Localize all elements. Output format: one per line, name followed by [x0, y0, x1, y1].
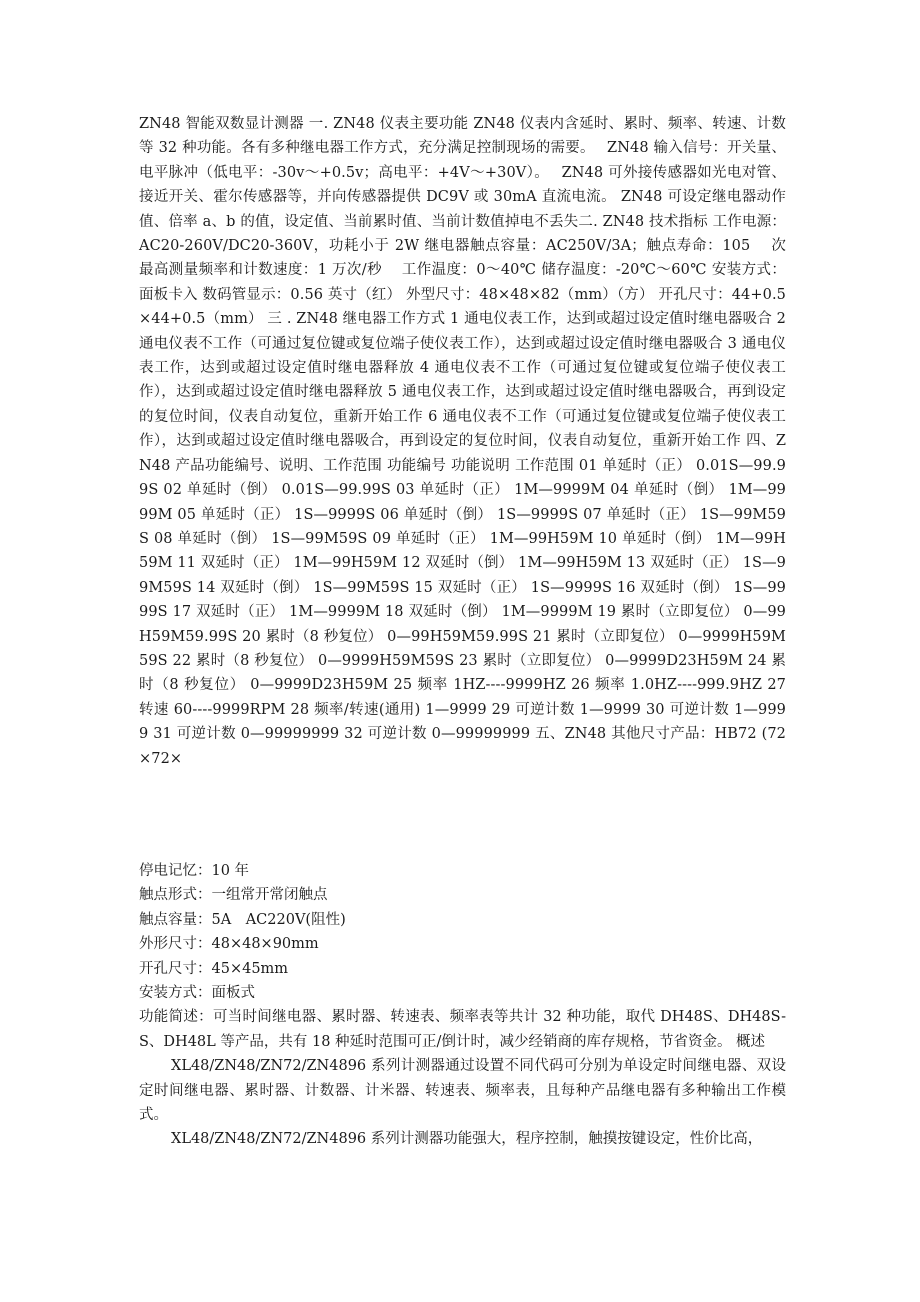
spec-contact-capacity: 触点容量：5A AC220V(阻性)	[139, 911, 346, 928]
overview-paragraph-1: XL48/ZN48/ZN72/ZN4896 系列计测器通过设置不同代码可分别为单设定时间继电器、双设定时间继电器、累时器、计数器、计米器、转速表、频率表，且每种产品继电器有多种输出工作模式。	[139, 1058, 786, 1124]
spec-outline-size: 外形尺寸：48×48×90mm	[139, 936, 319, 953]
spec-section	[139, 859, 786, 1152]
spec-contact-form: 触点形式：一组常开常闭触点	[139, 887, 328, 904]
overview-paragraph-2: XL48/ZN48/ZN72/ZN4896 系列计测器功能强大，程序控制，触摸按键设定，性价比高，	[171, 1131, 763, 1148]
spec-function-summary: 功能简述：可当时间继电器、累时器、转速表、频率表等共计 32 种功能，取代 DH48S、DH48S-S、DH48L 等产品，共有 18 种延时范围可正/倒计时，减少经销商的库存规格，节省资金。 概述	[139, 1009, 786, 1050]
spec-cutout-size: 开孔尺寸：45×45mm	[139, 960, 289, 977]
intro-paragraph: ZN48 智能双数显计测器 一. ZN48 仪表主要功能 ZN48 仪表内含延时、累时、频率、转速、计数等 32 种功能。各有多种继电器工作方式，充分满足控制现场的需要。 ZN48 输入信号：开关量、电平脉冲（低电平：-30v～+0.5v；高电平：+4V～+30V）。 ZN48 可外接传感器如光电对管、接近开关、霍尔传感器等，并向传感器提供 DC9V 或 30mA 直流电流。 ZN48 可设定继电器动作值、倍率 a、b 的值，设定值、当前累时值、当前计数值掉电不丢失二. ZN48 技术指标 工作电源：AC20-260V/DC20-360V，功耗小于 2W 继电器触点容量：AC250V/3A；触点寿命：105 次 最高测量频率和计数速度：1 万次/秒 工作温度：0～40℃ 储存温度：-20℃～60℃ 安装方式：面板卡入 数码管显示：0.56 英寸（红） 外型尺寸：48×48×82（mm）（方） 开孔尺寸：44+0.5×44+0.5（mm） 三 . ZN48 继电器工作方式 1 通电仪表工作，达到或超过设定值时继电器吸合 2 通电仪表不工作（可通过复位键或复位端子使仪表工作），达到或超过设定值时继电器吸合 3 通电仪表工作，达到或超过设定值时继电器释放 4 通电仪表不工作（可通过复位键或复位端子使仪表工作），达到或超过设定值时继电器释放 5 通电仪表工作，达到或超过设定值时继电器吸合，再到设定的复位时间，仪表自动复位，重新开始工作 6 通电仪表不工作（可通过复位键或复位端子使仪表工作），达到或超过设定值时继电器吸合，再到设定的复位时间，仪表自动复位，重新开始工作 四、ZN48 产品功能编号、说明、工作范围 功能编号 功能说明 工作范围 01 单延时（正） 0.01S—99.99S 02 单延时（倒） 0.01S—99.99S 03 单延时（正） 1M—9999M 04 单延时（倒） 1M—9999M 05 单延时（正） 1S—9999S 06 单延时（倒） 1S—9999S 07 单延时（正） 1S—99M59S 08 单延时（倒） 1S—99M59S 09 单延时（正） 1M—99H59M 10 单延时（倒） 1M—99H59M 11 双延时（正） 1M—99H59M 12 双延时（倒） 1M—99H59M 13 双延时（正） 1S—99M59S 14 双延时（倒） 1S—99M59S 15 双延时（正） 1S—9999S 16 双延时（倒） 1S—9999S 17 双延时（正） 1M—9999M 18 双延时（倒） 1M—9999M 19 累时（立即复位） 0—99H59M59.99S 20 累时（8 秒复位） 0—99H59M59.99S 21 累时（立即复位） 0—9999H59M59S 22 累时（8 秒复位） 0—9999H59M59S 23 累时（立即复位） 0—9999D23H59M 24 累时（8 秒复位） 0—9999D23H59M 25 频率 1HZ----9999HZ 26 频率 1.0HZ----999.9HZ 27 转速 60----9999RPM 28 频率/转速(通用) 1—9999 29 可逆计数 1—9999 30 可逆计数 1—9999 31 可逆计数 0—99999999 32 可逆计数 0—99999999 五、ZN48 其他尺寸产品：HB72 (72×72×	[139, 116, 806, 767]
spec-mounting: 安装方式：面板式	[139, 985, 255, 1002]
document-page	[139, 112, 806, 1148]
spec-memory: 停电记忆：10 年	[139, 863, 250, 879]
